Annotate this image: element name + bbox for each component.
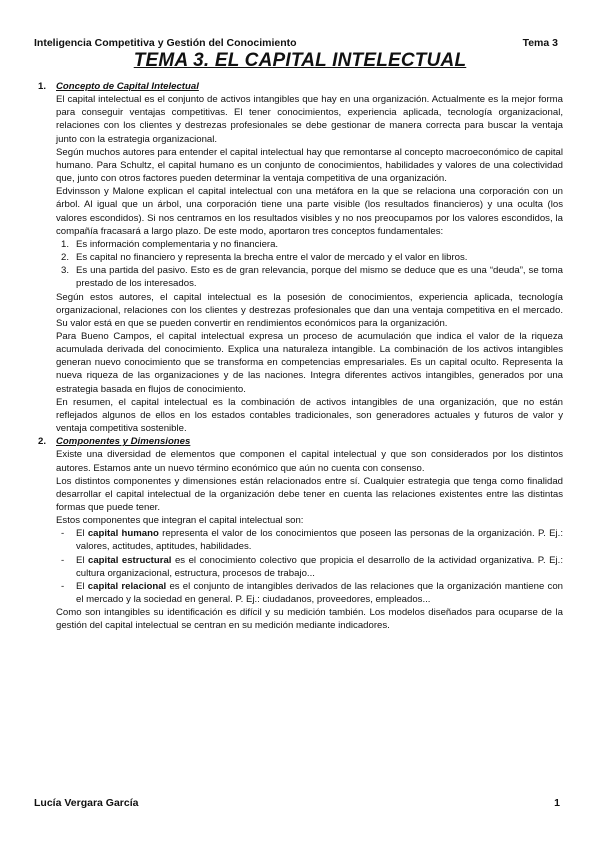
keyword: capital relacional	[87, 580, 167, 592]
paragraph: Según muchos autores para entender el capital intelectual hay que remontarse al concepto macroeconómico de capital humano. Para Schultz, el capital humano es un conjunto de conocimientos, habilidades y valores de una colectividad que, junto con otros factores pueden determinar la ventaja competitiva de una organización.	[56, 146, 563, 185]
list-number: 1.	[61, 238, 70, 250]
list-item-text: es el conjunto de intangibles derivados de las relaciones que la organización mantiene con el mercado y la sociedad en general. P. Ej.: ciudadanos, proveedores, empleados...	[76, 580, 563, 606]
footer-author: Lucía Vergara García	[34, 797, 139, 809]
paragraph: En resumen, el capital intelectual es la combinación de activos intangibles de una organización, que no están reflejados algunos de ellos en los estados contables tradicionales, son generadores actuales y futuros de valor y ventaja competitiva sostenible.	[56, 396, 563, 435]
numbered-list	[35, 238, 563, 291]
section-title: Componentes y Dimensiones	[56, 436, 191, 448]
list-item	[35, 251, 563, 264]
list-item-text: El	[76, 580, 88, 592]
list-item-text: Es una partida del pasivo. Esto es de gran relevancia, porque del mismo se deduce que es una “deuda”, se toma prestado de los interesados.	[76, 265, 563, 290]
page-title: TEMA 3. EL CAPITAL INTELECTUAL	[133, 50, 467, 71]
document-body	[35, 80, 563, 633]
list-item-text: Es información complementaria y no financiera.	[76, 238, 279, 250]
list-item	[35, 580, 563, 606]
footer-page-number: 1	[554, 797, 560, 809]
bullet-dash: -	[61, 580, 65, 592]
paragraph: Según estos autores, el capital intelectual es la posesión de conocimientos, experiencia aplicada, tecnología organizacional, relaciones con los clientes y destrezas profesionales que dan una ventaja competitiva en el mercado. Su valor está en que se pueden convertir en rendimientos económicos para la organización.	[56, 291, 563, 329]
paragraph: Como son intangibles su identificación es difícil y su medición también. Los modelos diseñados para ocuparse de la gestión del capital intelectual se centran en su medición mediante indicadores.	[56, 607, 563, 632]
list-number: 2.	[61, 252, 70, 264]
paragraph: Los distintos componentes y dimensiones están relacionados entre sí. Cualquier estrategia que tenga como finalidad desarrollar el capital intelectual de la organización debe tener en cuenta las relaciones existentes entre las distintas formas que puede tener.	[56, 475, 563, 513]
section-heading-1	[35, 80, 563, 93]
paragraph: Edvinsson y Malone explican el capital intelectual con una metáfora en la que se relaciona una corporación con un árbol. Al igual que un árbol, una corporación tiene una parte visible (los resultados financieros) y una oculta (los valores escondidos). Si nos centramos en los resultados visibles y no nos preocupamos por los valores escondidos, la compañía fracasará a largo plazo. De este modo, aportaron tres conceptos fundamentales:	[56, 186, 563, 237]
list-item-text: El	[76, 528, 88, 540]
list-item	[35, 238, 563, 251]
list-item	[35, 554, 563, 580]
list-item-text: representa el valor de los conocimientos que poseen las personas de la organización. P. Ej.: valores, actitudes, aptitudes, habilidades.	[76, 528, 563, 553]
bullet-dash: -	[61, 528, 65, 540]
keyword: capital humano	[87, 528, 159, 540]
header-topic-number: Tema 3	[522, 37, 558, 49]
paragraph: Para Bueno Campos, el capital intelectual expresa un proceso de acumulación que indica el valor de la riqueza acumulada derivada del conocimiento. Explica una naturaleza intangible. La combinación de los activos intangibles generan nuevo conocimiento que se transforma en competencias empresariales. Es un capital oculto. Representa la nueva riqueza de las organizaciones y de las naciones. Integra diferentes activos intangibles, generados por una estrategia basada en flujos de conocimiento.	[56, 330, 563, 395]
section-number: 2.	[38, 436, 47, 448]
paragraph: El capital intelectual es el conjunto de activos intangibles que hay en una organización. Actualmente es la mejor forma para conseguir ventajas competitivas. El tener conocimientos, experiencia aplicada, tecnología organizacional, relaciones con los clientes y destrezas profesionales se debe gestionar de manera correcta para buscar la ventaja junto con la estrategia organizacional.	[56, 94, 563, 145]
list-item	[35, 527, 563, 553]
list-number: 3.	[61, 265, 70, 277]
bullet-dash: -	[61, 554, 65, 566]
section-heading-2	[35, 435, 563, 448]
list-item-text: es el conocimiento colectivo que propicia el desarrollo de la actividad organizativa. P. Ej.: cultura organizacional, estructura, procesos de trabajo...	[76, 554, 563, 579]
section-number: 1.	[38, 81, 47, 92]
list-item	[35, 264, 563, 290]
paragraph: Estos componentes que integran el capital intelectual son:	[56, 515, 304, 527]
list-item-text: Es capital no financiero y representa la brecha entre el valor de mercado y el valor en libros.	[76, 252, 468, 264]
list-item-text: El	[76, 554, 89, 566]
section-title: Concepto de Capital Intelectual	[56, 81, 199, 92]
bullet-list	[35, 527, 563, 606]
header-course-title: Inteligencia Competitiva y Gestión del Conocimiento	[34, 37, 297, 49]
paragraph: Existe una diversidad de elementos que componen el capital intelectual y que son considerados por los distintos autores. Estamos ante un nuevo término económico que aún no cuenta con consenso.	[56, 449, 563, 474]
keyword: capital estructural	[88, 554, 172, 566]
